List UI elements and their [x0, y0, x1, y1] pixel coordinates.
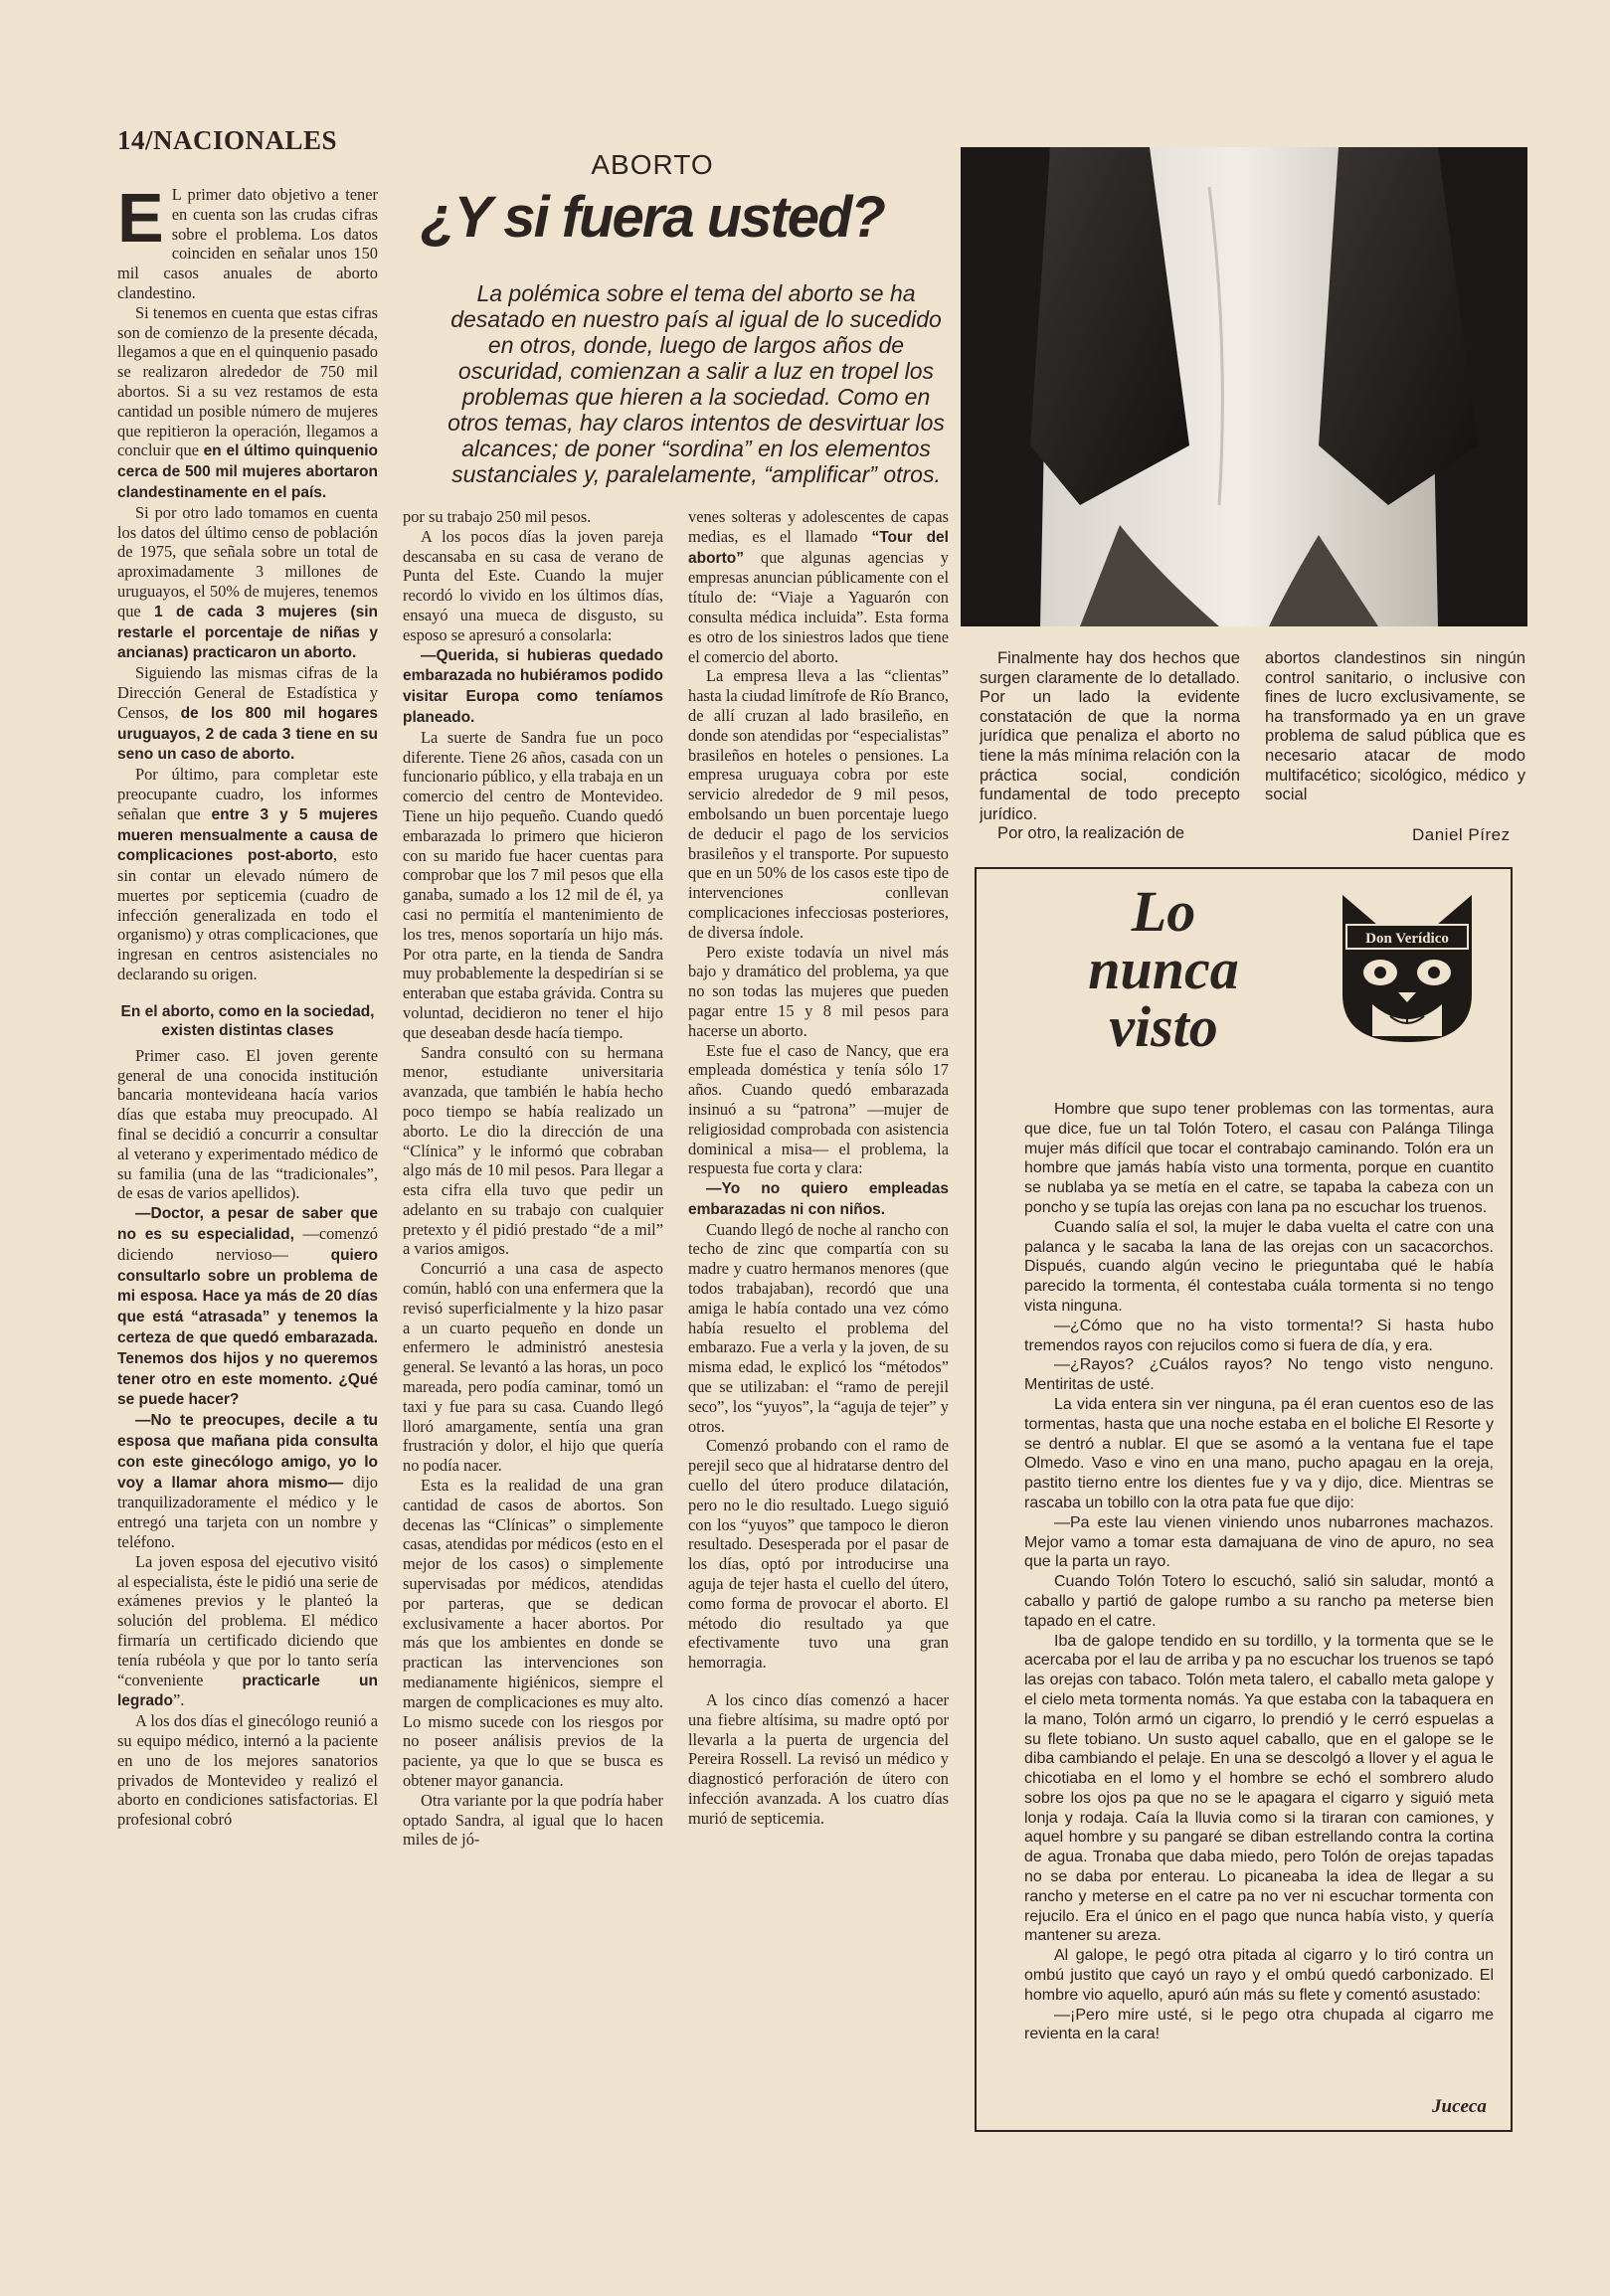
article-column-5 [1265, 648, 1525, 827]
paragraph: Siguiendo las mismas cifras de la Dirección General de Estadística y Censos, de los 800 mil hogares uruguayos, 2 de cada 3 tiene en su seno un caso de aborto. [117, 663, 378, 764]
paragraph: Por otro, la realización de [997, 823, 1185, 843]
paragraph: A los pocos días la joven pareja descansaba en su casa de verano de Punta del Este. Cuando la mujer recordó lo vivido en los últimos días, ensayó una mueca de disgusto, su esposo se apresuró a consolarla: [403, 526, 663, 644]
box-title: Lo nunca visto [1088, 879, 1239, 1059]
drop-cap: E [117, 185, 164, 257]
box-byline: Juceca [1432, 2096, 1487, 2117]
paragraph: —¡Pero mire usté, si le pego otra chupada al cigarro me revienta en la cara! [1024, 2006, 1494, 2043]
section-label: 14/NACIONALES [117, 125, 338, 155]
paragraph: A los cinco días comenzó a hacer una fiebre altísima, su madre optó por llevarla a la puerta de urgencia del Pereira Rossell. La revisó un médico y diagnosticó perforación de útero con infección avanzada. A los cuatro días murió de septicemia. [688, 1690, 949, 1828]
paragraph: Cuando Tolón Totero lo escuchó, salió sin saludar, montó a caballo y partió de galope rumbo a su rancho pa meterse bien tapado en el catre. [1024, 1573, 1494, 1630]
subheading: En el aborto, como en la sociedad, existen distintas clases [120, 1002, 375, 1039]
paragraph: Cuando llegó de noche al rancho con techo de zinc que compartía con su madre y cuatro hermanos menores (que todos trabajaban), recordó que una amiga le había contado una vez cómo había resuelto el problema del embarazo. Fue a verla y la joven, de su misma edad, le explicó los “métodos” que se utilizaban: el “ramo de perejil seco”, los “yuyos”, la “aguja de tejer” y otros. [688, 1219, 949, 1436]
cat-logo-icon [1333, 885, 1482, 1044]
paragraph: A los dos días el ginecólogo reunió a su equipo médico, internó a la paciente en uno de los mejores sanatorios privados de Montevideo y realizó el aborto en condiciones satisfactorias. El profesional cobró [117, 1711, 378, 1830]
paragraph: Hombre que supo tener problemas con las tormentas, aura que dice, fue un tal Tolón Totero, el casau con Palánga Tilinga mujer más difícil que tocar el contrabajo caminando. Tolón era un hombre que jamás había visto una tormenta, porque en cuantito se nublaba ya se metía en el catre, se tapaba la cabeza con un poncho y se tupía las orejas con lana pa no escuchar los truenos. [1024, 1101, 1494, 1216]
paragraph: Cuando salía el sol, la mujer le daba vuelta el catre con una palanca y le sacaba la lana de las orejas con un sacacorchos. Dispués, cuando algún vecino le prieguntaba qué le había parecido la tormenta, él contestaba cuála tormenta si no tengo vista ninguna. [1024, 1218, 1494, 1315]
paragraph: por su trabajo 250 mil pesos. [403, 507, 592, 526]
article-signature: Daniel Pírez [1412, 825, 1511, 844]
article-column-3 [688, 507, 949, 2148]
paragraph: Esta es la realidad de una gran cantidad de casos de abortos. Son decenas las “Clínicas” o simplemente casas, atendidas por médicos (esto en el mejor de los casos) o simplemente supervisadas por médicos, atendidas por parteras, que se dedican exclusivamente a hacer abortos. Por más que los ambientes en donde se practican las intervenciones son medianamente higiénicos, siempre el margen de complicaciones es muy alto. Lo mismo sucede con los riesgos por no poseer análisis previos de la paciente, ya que lo que se busca es obtener mayor ganancia. [403, 1476, 663, 1790]
paragraph: Concurrió a una casa de aspecto común, habló con una enfermera que la revisó superficialmente y la hizo pasar a un cuarto pequeño en donde un enfermero le administró anestesia general. Se levantó a las horas, un poco mareada, pero podía caminar, tomó un taxi y fue para su casa. Cuando llegó lloró amargamente, sentía una gran frustración y dolor, el hijo que quería no podía nacer. [403, 1259, 663, 1476]
paragraph: —Querida, si hubieras quedado embarazada no hubiéramos podido visitar Europa como teníamos planeado. [403, 646, 663, 726]
paragraph: abortos clandestinos sin ningún control sanitario, o inclusive con fines de lucro exclusivamente, se ha transformado ya en un grave problema de salud pública que es necesario atacar de modo multifacético; sicológico, médico y social [1265, 648, 1525, 804]
paragraph: —¿Cómo que no ha visto tormenta!? Si hasta hubo tremendos rayos con rejucilos como si fuera de día, y era. [1024, 1317, 1494, 1354]
article-kicker: ABORTO [591, 149, 714, 180]
paragraph: Este fue el caso de Nancy, que era empleada doméstica y tenía sólo 17 años. Cuando quedó embarazada insinuó a su “patrona” —mujer de religiosidad comprobada con asistencia dominical a misa— el problema, la respuesta fue corta y clara: [688, 1040, 949, 1178]
paragraph: —¿Rayos? ¿Cuálos rayos? No tengo visto nenguno. Mentiritas de usté. [1024, 1356, 1494, 1394]
paragraph: La joven esposa del ejecutivo visitó al especialista, éste le pidió una serie de exámenes previos y le planteó la solución del problema. El médico firmaría un certificado diciendo que tenía rubéola y que por lo tanto sería “conveniente practicarle un legrado”. [117, 1551, 378, 1710]
paragraph: Al galope, le pegó otra pitada al cigarro y lo tiró contra un ombú justito que cayó un rayo y el ombú quedó carbonizado. El hombre vio aquello, apuró aún más su flete y comentó asustado: [1024, 1947, 1494, 2004]
paragraph: Primer caso. El joven gerente general de una conocida institución bancaria montevideana hacía varios días que estaba muy preocupado. Al final se decidió a concurrir a consultar al veterano y experimentado médico de su familia (una de las “tradicionales”, de esas de varios apellidos). [117, 1045, 378, 1203]
article-headline: ¿Y si fuera usted? [421, 185, 884, 250]
paragraph: La vida entera sin ver ninguna, pa él eran cuentos eso de las tormentas, hasta que una noche estaba en el boliche El Resorte y se dentró a nublar. El que se asomó a la ventana fue el tape Olmedo. Vaso e vino en una mano, pucho apagau en la oreja, pastito tierno entre los dientes fue y va y dijo, dice. Mientras se rascaba un tobillo con la otra pata fue que dijo: [1024, 1395, 1494, 1511]
paragraph: La suerte de Sandra fue un poco diferente. Tiene 26 años, casada con un funcionario público, y ella trabaja en un comercio del centro de Montevideo. Tiene un hijo pequeño. Cuando quedó embarazada lo primero que hicieron con su marido fue hacer cuentas para comprobar que los 7 mil pesos que ella ganaba, sumado a los 12 mil de él, ya casi no permitía el mantenimiento de los tres, menos soportaría un hijo más. Por otra parte, en la tienda de Sandra muy probablemente la despedirían si se enteraban que estaba grávida. Contra su voluntad, decidieron no tener el hijo que deseaban desde hacía tiempo. [403, 727, 663, 1042]
paragraph: —Doctor, a pesar de saber que no es su especialidad, —comenzó diciendo nervioso— quiero consultarlo sobre un problema de mi esposa. Hace ya más de 20 días que está “atrasada” y tenemos la certeza de que quedó embarazada. Tenemos dos hijos y no queremos tener otro en este momento. ¿Qué se puede hacer? [117, 1205, 378, 1409]
article-photo [961, 147, 1527, 626]
paragraph: venes solteras y adolescentes de capas medias, es el llamado “Tour del aborto” que algunas agencias y empresas anuncian públicamente con el título de: “Viaje a Yaguarón con consulta médica incluida”. Esta forma es otro de los siniestros lados que tiene el comercio del aborto. [688, 507, 949, 666]
paragraph: —No te preocupes, decile a tu esposa que mañana pida consulta con este ginecólogo amigo, yo lo voy a llamar ahora mismo— dijo tranquilizadoramente el médico y le entregó una tarjeta con un nombre y teléfono. [117, 1412, 378, 1551]
box-story [1024, 1100, 1494, 2044]
paragraph: Por último, para completar este preocupante cuadro, los informes señalan que entre 3 y 5 mujeres mueren mensualmente a causa de complicaciones post-aborto, esto sin contar un elevado número de muertes por septicemia (cuadro de infección generalizada en todo el organismo) y otras complicaciones, que ingresan en centros asistenciales no declarando su origen. [117, 765, 378, 984]
paragraph: La empresa lleva a las “clientas” hasta la ciudad limítrofe de Río Branco, de allí cruzan al lado brasileño, en donde son atendidas por “especialistas” brasileños en hoteles o pensiones. La empresa uruguaya cobra por este servicio alrededor de 9 mil pesos, embolsando un buen porcentaje luego de deducir el pago de los servicios brasileños y el transporte. Por supuesto que en un 50% de los casos este tipo de intervenciones conllevan complicaciones infecciosas posteriores, de diversa índole. [688, 666, 949, 942]
paragraph: Sandra consultó con su hermana menor, estudiante universitaria avanzada, que también le había hecho poco tiempo se había realizado un aborto. Le dio la dirección de una “Clínica” y le informó que cobraban algo más de 10 mil pesos. Para llegar a esta cifra ella tuvo que pedir un adelanto en su trabajo con cualquier pretexto y él pidió prestado “de a mil” a varios amigos. [403, 1042, 663, 1259]
paragraph: Finalmente hay dos hechos que surgen claramente de lo detallado. Por un lado la evidente constatación de que la norma jurídica que penaliza el aborto no tiene la más mínima relación con la práctica social, condición fundamental de todo precepto jurídico. [980, 648, 1240, 823]
paragraph: —Yo no quiero empleadas embarazadas ni con niños. [688, 1180, 949, 1218]
article-deck: La polémica sobre el tema del aborto se ha desatado en nuestro país al igual de lo sucedido en otros, donde, luego de largos años de oscuridad, comienzan a salir a luz en tropel los problemas que hieren a la sociedad. Como en otros temas, hay claros intentos de desvirtuar los alcances; de poner “sordina” en los elementos sustanciales y, paralelamente, “amplificar” otros. [447, 280, 945, 487]
paragraph: Comenzó probando con el ramo de perejil seco que al hidratarse dentro del cuello del útero produce dilatación, pero no le dio resultado. Luego siguió con los “yuyos” que tampoco le dieron resultado. Desesperada por el pasar de los días, optó por introducirse una aguja de tejer hasta el cuello del útero, como forma de provocar el aborto. El método dio resultado ya que efectivamente tuvo una gran hemorragia. [688, 1436, 949, 1673]
article-column-1 [117, 185, 378, 2054]
article-column-4 [980, 648, 1240, 857]
paragraph: Pero existe todavía un nivel más bajo y dramático del problema, ya que no son todas las mujeres que pueden pagar entre 15 y 8 mil pesos para hacerse un aborto. [688, 942, 949, 1040]
article-column-2 [403, 507, 663, 2148]
lead-paragraph: E L primer dato objetivo a tener en cuenta son las crudas cifras sobre el problema. Los datos coinciden en señalar unos 150 mil casos anuales de aborto clandestino. [117, 185, 378, 302]
photo-image [961, 147, 1527, 626]
paragraph: —Pa este lau vienen viniendo unos nubarrones machazos. Mejor vamo a tomar esta damajuana de vino de apuro, no sea que la parta un rayo. [1024, 1513, 1494, 1571]
svg-text:Don Verídico: Don Verídico [1365, 931, 1449, 947]
paragraph: Otra variante por la que podría haber optado Sandra, al igual que lo hacen miles de jó- [403, 1790, 663, 1850]
paragraph: Iba de galope tendido en su tordillo, y la tormenta que se le acercaba por el lau de arriba y pa no escuchar los truenos se tapó las orejas con tabaco. Tolón meta talero, el caballo meta galope y el cielo meta tormenta nomás. Ya que estaba con la tabaquera en la mano, Tolón armó un cigarro, lo prendió y le cerró espuelas a su flete tobiano. Un susto aquel caballo, que en el galope se le diba cambiando el pelaje. En una se descolgó a llover y el agua le chicotiaba en el lomo y el hombre se echó el sombrero aludo sobre los ojos pa que no se le apagara el cigarro y siguió meta lonja y rodaja. Caía la lluvia como si la tiraran con camiones, y aquel hombre y su pangaré se diban estrellando contra la cortina de agua. Tronaba que daba miedo, pero Tolón de orejas tapadas no se daba por enterau. Lo picaneaba la idea de llegar a su rancho y meterse en el catre pa no ver ni escuchar tormenta con rejucilo. Era el único en el pago que nunca había visto, y quería mantener su areza. [1024, 1632, 1494, 1945]
paragraph: Si tenemos en cuenta que estas cifras son de comienzo de la presente década, llegamos a que en el quinquenio pasado se realizaron alrededor de 750 mil abortos. Si a su vez restamos de esta cantidad un posible número de mujeres que repitieron la operación, llegamos a concluir que en el último quinquenio cerca de 500 mil mujeres abortaron clandestinamente en el país. [117, 302, 378, 501]
paragraph: Si por otro lado tomamos en cuenta los datos del último censo de población de 1975, que señala sobre un total de aproximadamente 3 millones de uruguayos, el 50% de mujeres, tenemos que 1 de cada 3 mujeres (sin restarle el porcentaje de niñas y ancianas) practicaron un aborto. [117, 502, 378, 662]
